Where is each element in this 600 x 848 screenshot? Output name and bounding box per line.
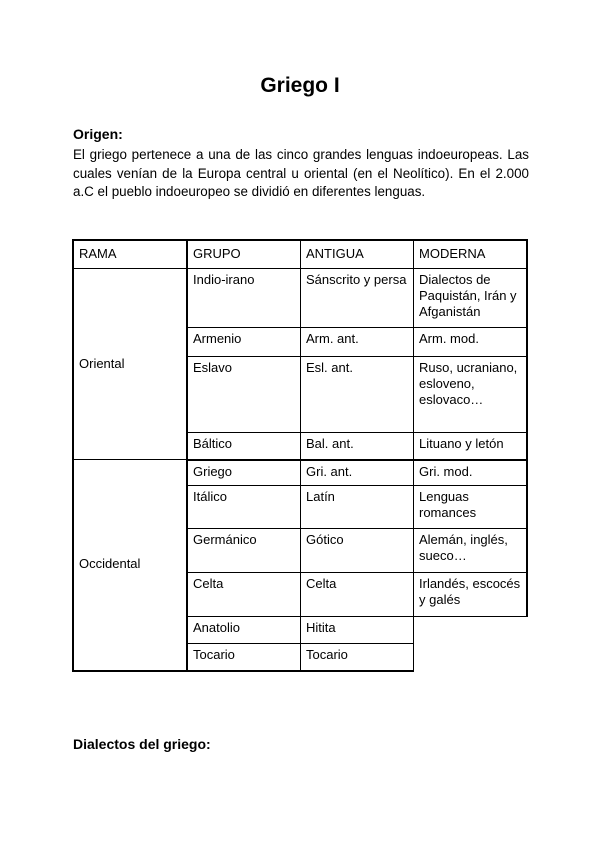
group-cell: Indio-irano <box>187 269 301 328</box>
rama-oriental-cell: Oriental <box>73 269 187 460</box>
group-cell: Itálico <box>187 486 301 529</box>
modern-cell: Lenguas romances <box>414 486 528 529</box>
group-cell: Celta <box>187 573 301 617</box>
ancient-cell: Latín <box>301 486 414 529</box>
modern-cell: Arm. mod. <box>414 328 528 357</box>
group-cell: Germánico <box>187 529 301 573</box>
modern-cell: Alemán, inglés, sueco… <box>414 529 528 573</box>
ancient-cell: Tocario <box>301 644 414 671</box>
table-row <box>73 460 527 486</box>
group-cell: Anatolio <box>187 617 301 644</box>
ancient-cell: Gótico <box>301 529 414 573</box>
header-antigua: ANTIGUA <box>301 240 414 269</box>
group-cell: Armenio <box>187 328 301 357</box>
ancient-cell: Bal. ant. <box>301 433 414 460</box>
page-title: Griego I <box>260 74 340 97</box>
group-cell: Griego <box>187 460 301 486</box>
ancient-cell: Celta <box>301 573 414 617</box>
ancient-cell: Hitita <box>301 617 414 644</box>
group-cell: Tocario <box>187 644 301 671</box>
rama-occidental-cell: Occidental <box>73 460 187 671</box>
group-cell: Eslavo <box>187 357 301 433</box>
ancient-cell: Sánscrito y persa <box>301 269 414 328</box>
dialects-heading: Dialectos del griego: <box>73 736 211 752</box>
origin-heading: Origen: <box>73 126 123 142</box>
table-row <box>73 269 527 328</box>
table-header-row <box>73 240 527 269</box>
modern-cell: Gri. mod. <box>414 460 528 486</box>
modern-cell: Dialectos de Paquistán, Irán y Afganistán <box>414 269 528 328</box>
header-grupo: GRUPO <box>187 240 301 269</box>
header-moderna: MODERNA <box>414 240 528 269</box>
language-family-table <box>72 239 528 672</box>
modern-cell: Irlandés, escocés y galés <box>414 573 528 617</box>
header-rama: RAMA <box>73 240 187 269</box>
modern-cell: Ruso, ucraniano, esloveno, eslovaco… <box>414 357 528 433</box>
ancient-cell: Esl. ant. <box>301 357 414 433</box>
modern-cell: Lituano y letón <box>414 433 528 460</box>
empty-cell <box>414 644 528 671</box>
origin-paragraph: El griego pertenece a una de las cinco grandes lenguas indoeuropeas. Las cuales venían de la Europa central u oriental (en el Neolítico). En el 2.000 a.C el pueblo indoeuropeo se dividió en diferentes lenguas. <box>73 147 529 199</box>
empty-cell <box>414 617 528 644</box>
ancient-cell: Arm. ant. <box>301 328 414 357</box>
ancient-cell: Gri. ant. <box>301 460 414 486</box>
group-cell: Báltico <box>187 433 301 460</box>
